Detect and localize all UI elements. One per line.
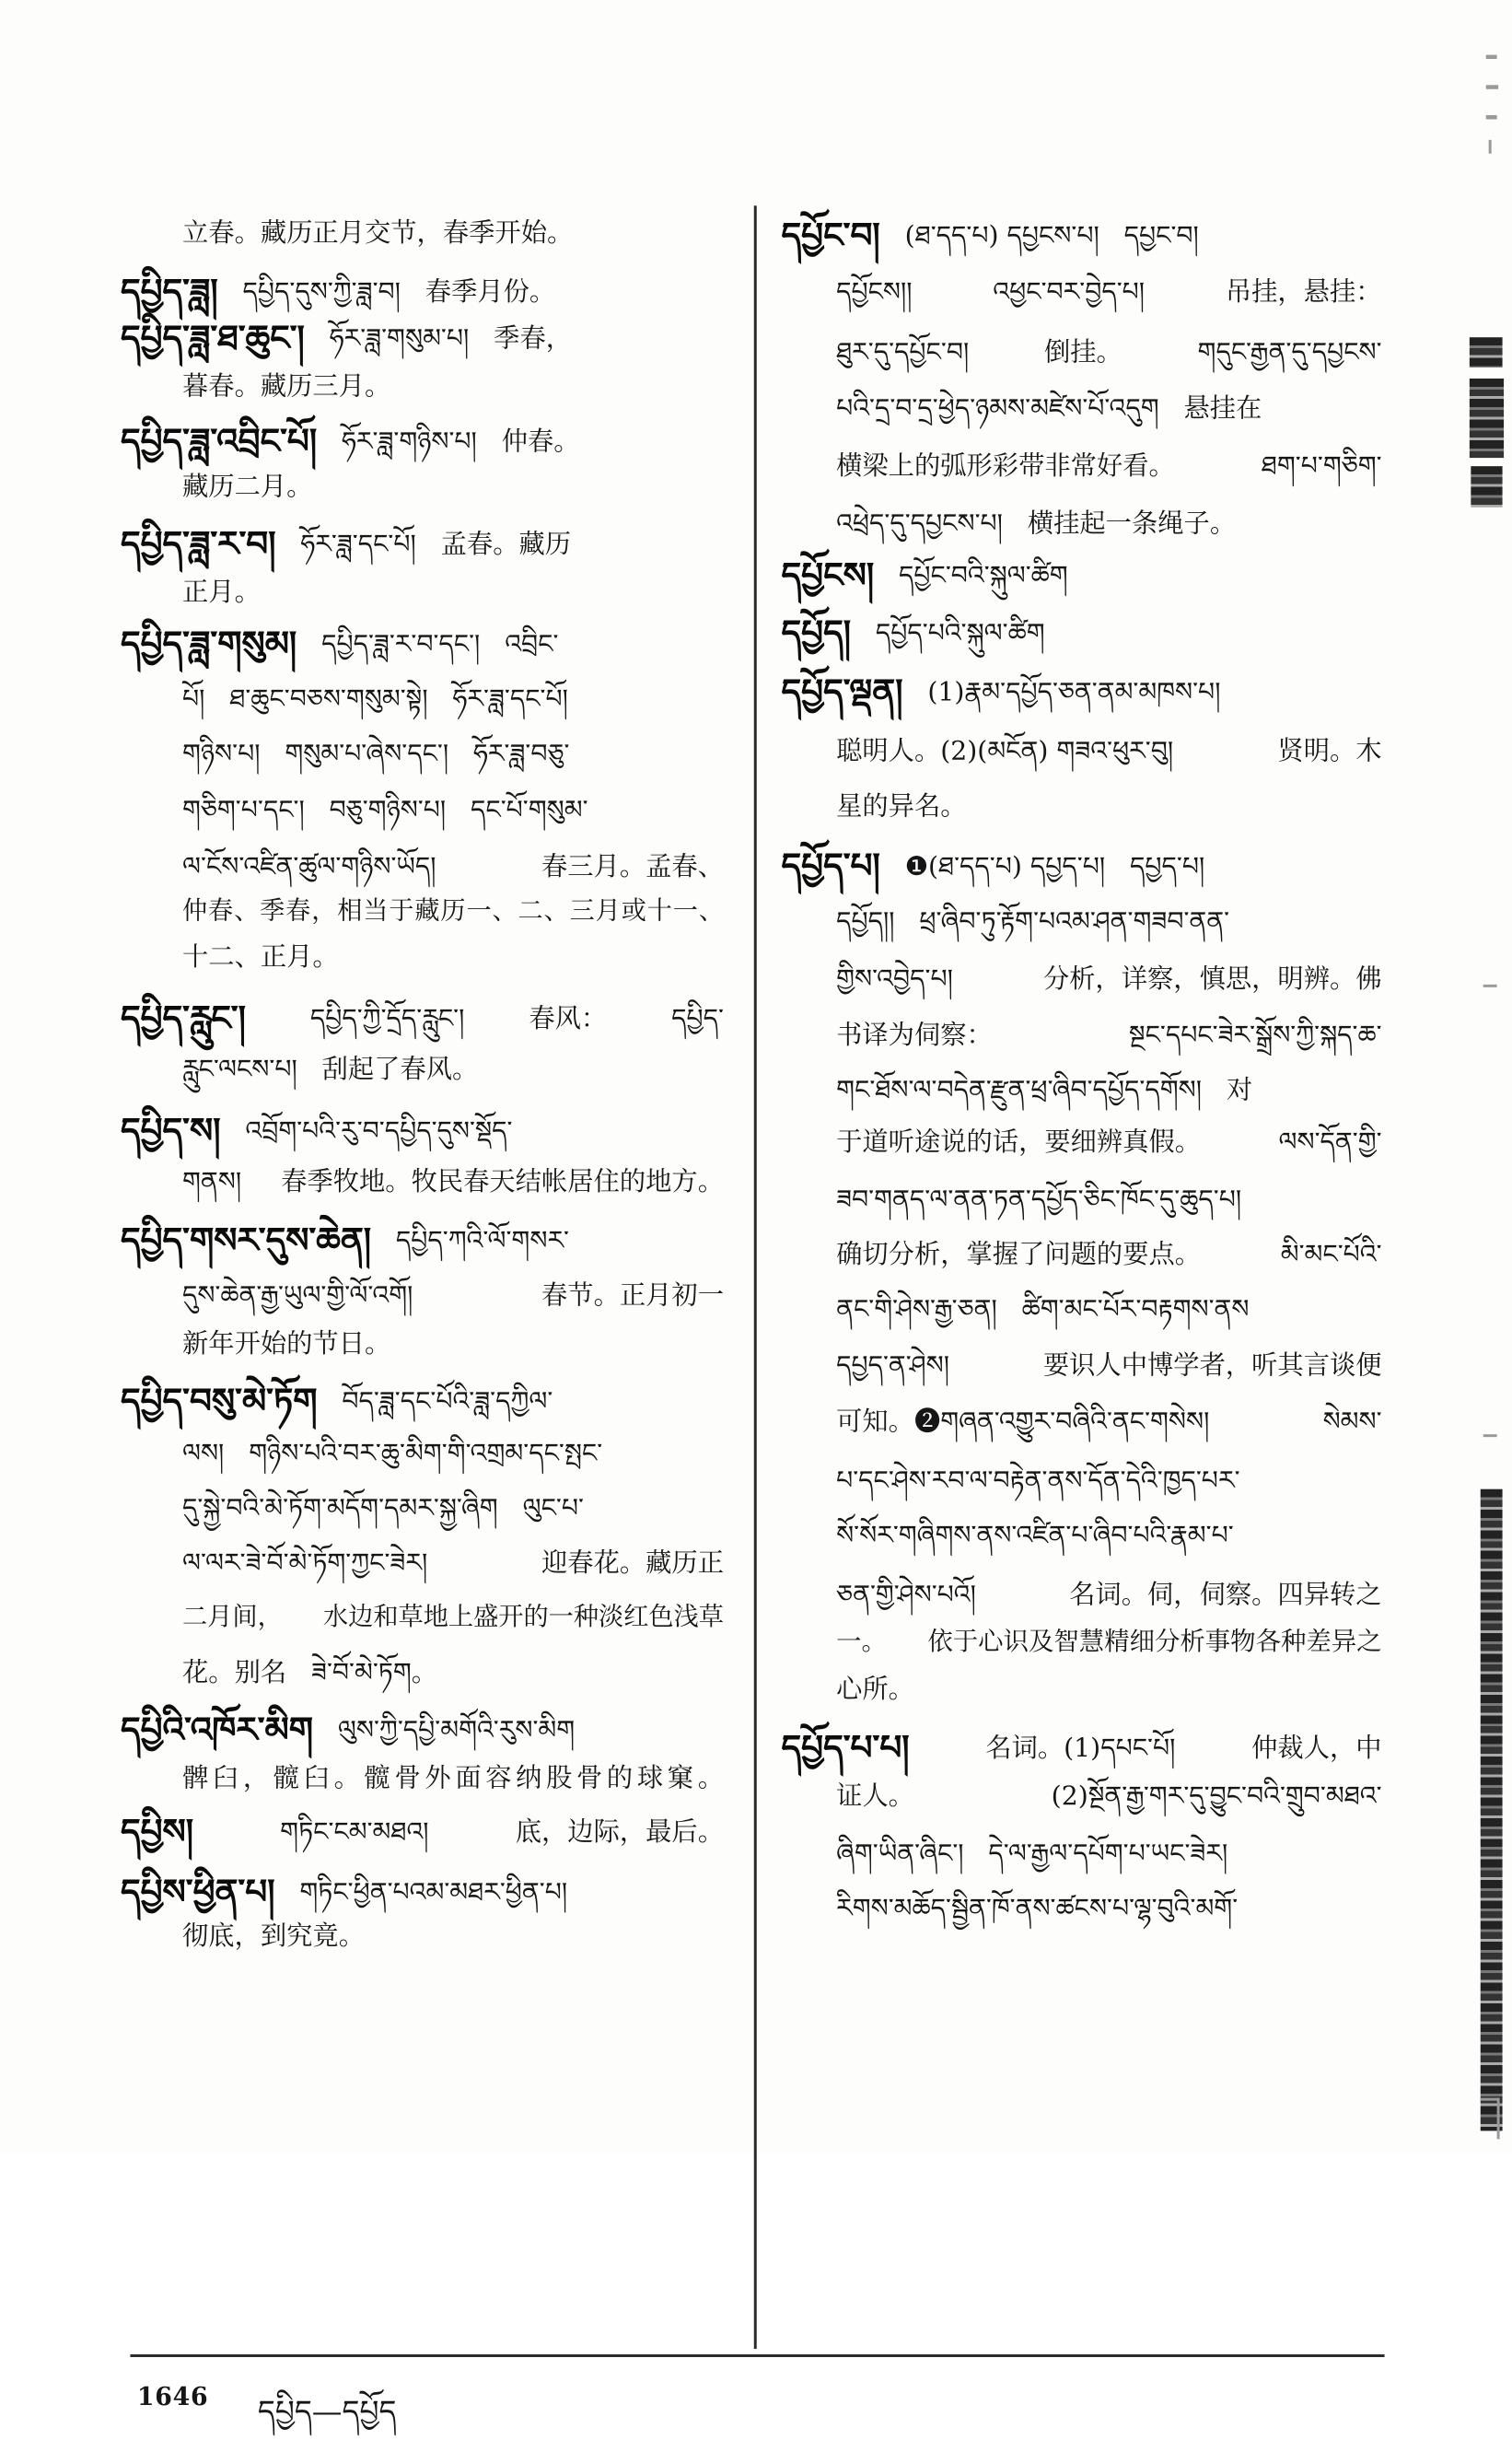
entry-text: གནས།: [181, 1166, 242, 1197]
entry-text: ལུང་པ་: [522, 1493, 584, 1523]
entry-headword: དཔྱིད་གསར་དུས་ཆེན།: [121, 1220, 372, 1261]
entry-text: དཔྱོད།།: [836, 906, 895, 937]
entry-text: 立春。藏历正月交节，春季开始。: [181, 217, 574, 249]
entry-headword: དཔྱིད་བསུ་མེ་ཏོག: [121, 1381, 318, 1421]
entry-text: 春节。正月初一: [541, 1280, 725, 1312]
scan-edge-bar: [1471, 466, 1502, 508]
text-line: [836, 444, 1381, 488]
entry-text: 仲裁人，中: [1251, 1733, 1382, 1764]
entry-text: བཅུ་གཉིས་པ།: [329, 795, 447, 826]
entry-text: 十二、正月。: [181, 941, 339, 973]
entry-headword: དཔྱིད་ཟླ་གསུམ།: [121, 624, 297, 664]
entry-text: བོད་ཟླ་དང་པོའི་ཟླ་དཀྱིལ་: [342, 1386, 553, 1417]
entry-text: པ་དང་ཤེས་རབ་ལ་བརྟེན་ནས་དོན་དེའི་ཁྱད་པར་: [836, 1465, 1240, 1497]
entry-text: 春风：: [529, 1003, 608, 1034]
entry-text: དཔྱིད་ཟླ་ར་བ་དང་།: [321, 629, 481, 660]
entry-text: ལས་དོན་གྱི་: [1278, 1126, 1382, 1158]
scan-edge-bar: [1470, 379, 1504, 458]
entry-text: ཟབ་གནད་ལ་ནན་ཏན་དཔྱོད་ཅིང་ཁོང་དུ་ཆུད་པ།: [836, 1185, 1242, 1215]
entry-text: གཉིས་པའི་བར་ཆུ་མིག་གི་འགྲམ་དང་སྤང་: [249, 1438, 603, 1469]
text-line: [836, 1068, 1381, 1113]
entry-headword: དཔྱིད་རླུང་།: [121, 998, 246, 1038]
entry-headword: དཔྱིད་ཟླ་ར་བ།: [121, 523, 276, 564]
entry-text: 星的异名。: [836, 790, 967, 822]
scan-edge-bar: [1481, 1489, 1503, 2131]
entry-text: 仲春。: [501, 426, 580, 457]
entry-text: 要识人中博学者，听其言谈便: [1042, 1350, 1382, 1382]
scan-edge-mark: [1486, 55, 1497, 59]
entry-headword: དཔྱིས།: [121, 1811, 194, 1851]
text-line: [836, 1667, 1381, 1711]
entry-text: ཧོར་ཟླ་དང་པོ།: [452, 683, 568, 715]
entry-text: 于道听途说的话，要细辨真假。: [836, 1126, 1202, 1158]
entry-text: 春季牧地。牧民春天结帐居住的地方。: [281, 1166, 725, 1197]
entry-text: 迎春花。藏历正: [541, 1547, 725, 1579]
entry-line: [782, 1726, 1382, 1770]
entry-headword: དཔྱོང་བ།: [781, 215, 880, 255]
entry-line: [782, 554, 1382, 598]
scan-edge-bar: [1470, 337, 1503, 368]
entry-text: དཔྱིད་ཀའི་ལོ་གསར་: [395, 1225, 570, 1256]
entry-text: ཐུར་དུ་དཔྱོང་བ།: [836, 337, 970, 368]
entry-text: 悬挂在: [1183, 393, 1262, 424]
entry-text: ནང་གི་ཤེས་རྒྱ་ཅན།: [836, 1294, 997, 1325]
entry-text: དཔྱོང་བའི་སྐུལ་ཚིག: [898, 560, 1068, 591]
text-line: [836, 270, 1381, 314]
scan-edge-mark: [1486, 85, 1498, 88]
text-line: [836, 1288, 1381, 1332]
text-line: [836, 502, 1381, 546]
page-number: 1646: [136, 2383, 209, 2412]
entry-text: 名词。伺，伺察。四异转之: [1069, 1579, 1382, 1610]
entry-text: འཕྱང་བར་བྱེད་པ།: [993, 276, 1146, 308]
entry-text: 季春，: [494, 323, 573, 355]
entry-text: 刮起了春风。: [321, 1054, 479, 1085]
text-line: [836, 1178, 1381, 1222]
entry-text: དཔྱོད་པའི་སྐུལ་ཚིག: [875, 618, 1045, 649]
entry-text: དུ་སྐྱེ་བའི་མེ་ཏོག་མདོག་དམར་སྐྱ་ཞིག: [181, 1493, 498, 1523]
entry-text: ལ་ངོས་འཛིན་ཚུལ་གཉིས་ཡོད།: [181, 851, 436, 882]
entry-text: (2)སྔོན་རྒྱ་གར་དུ་བྱུང་བའི་གྲུབ་མཐའ་: [1051, 1780, 1382, 1812]
entry-text: དཔྱིད་ཀྱི་དྲོད་རླུང་།: [309, 1003, 465, 1034]
entry-text: 水边和草地上盛开的一种淡红色浅草: [322, 1603, 725, 1632]
text-line: [836, 730, 1381, 774]
text-line: [836, 900, 1381, 944]
text-line: [836, 1344, 1381, 1388]
entry-text: གང་ཐོས་ལ་བདེན་རྫུན་ཕྲ་ཞིབ་དཔྱོད་དགོས།: [836, 1075, 1203, 1105]
entry-text: 新年开始的节日。: [181, 1328, 391, 1360]
entry-text: 贤明。木: [1277, 736, 1382, 767]
scan-edge-mark: [1486, 115, 1497, 119]
entry-line: [782, 671, 1382, 715]
scan-edge-mark: [1483, 985, 1497, 987]
entry-text: 底，边际，最后。: [515, 1816, 725, 1848]
entry-headword: དཔྱོད་པ་པ།: [781, 1727, 910, 1768]
entry-text: འཕྲེད་དུ་དཔྱངས་པ།: [836, 508, 1003, 540]
entry-text: ཧོར་ཟླ་གསུམ་པ།: [329, 323, 470, 355]
entry-text: གཏིང་ཕྱིན་པའམ་མཐར་ཕྱིན་པ།: [299, 1876, 568, 1908]
entry-text: དེ་ལ་རྒྱལ་དཔོག་པ་ཡང་ཟེར།: [988, 1838, 1228, 1870]
entry-text: གྱིས་འབྱེད་པ།: [836, 963, 953, 995]
entry-text: དཔྱིད་དུས་ཀྱི་ཟླ་བ།: [242, 276, 401, 308]
text-line: [836, 1232, 1381, 1277]
entry-headword: དཔྱིད་ཟླ་འབྲིང་པོ།: [121, 421, 318, 461]
entry-text: 花。别名: [181, 1657, 287, 1688]
entry-text: 聪明人。(2)(མངོན) གཟའ་ཕུར་བུ།: [836, 736, 1174, 767]
entry-text: 二月间，: [181, 1603, 283, 1632]
entry-text: གསུམ་པ་ཞེས་དང་།: [285, 739, 449, 770]
scan-edge-mark: [1497, 2098, 1500, 2140]
entry-text: གཏིང་ངམ་མཐའ།: [280, 1816, 429, 1848]
entry-text: 春季月份。: [425, 276, 556, 308]
entry-text: 藏历二月。: [181, 472, 313, 502]
text-line: [836, 1513, 1381, 1558]
entry-text: 倒挂。: [1043, 337, 1122, 368]
scan-edge-mark: [1489, 140, 1492, 154]
text-line: [836, 1886, 1381, 1931]
entry-text: 书译为伺察：: [836, 1020, 993, 1051]
entry-line: [782, 612, 1382, 656]
entry-text: རླུང་ལངས་པ།: [181, 1054, 297, 1085]
entry-text: ཟེ་བོ་མེ་ཏོག。: [311, 1657, 438, 1688]
entry-text: (1)རྣམ་དཔྱོད་ཅན་ནམ་མཁས་པ།: [927, 677, 1221, 708]
text-line: [836, 387, 1381, 431]
text-line: [836, 1832, 1381, 1876]
entry-text: 横挂起一条绳子。: [1027, 508, 1237, 540]
text-line: [836, 331, 1381, 375]
entry-text: ཞིག་ཡིན་ཞིང་།: [836, 1838, 964, 1870]
entry-text: སོ་སོར་གཞིགས་ནས་འཛིན་པ་ཞིབ་པའི་རྣམ་པ་: [836, 1520, 1234, 1551]
entry-text: 可知。❷གཞན་འགྱུར་བཞིའི་ནང་གསེས།: [836, 1407, 1210, 1438]
entry-text: དུས་ཆེན་རྒྱ་ཡུལ་གྱི་ལོ་འགོ།: [181, 1280, 413, 1312]
text-line: [836, 1774, 1381, 1818]
entry-text: ལས།: [181, 1438, 225, 1469]
entry-text: 心所。: [836, 1674, 914, 1705]
entry-text: ཧོར་ཟླ་དང་པོ།: [300, 529, 416, 560]
entry-headword: དཔྱིའི་འཁོར་མིག: [121, 1710, 314, 1750]
entry-text: 彻底，到究竟。: [181, 1920, 366, 1952]
entry-line: [782, 214, 1382, 258]
footer-rule: [130, 2354, 1384, 2356]
entry-text: སེམས་: [1322, 1407, 1382, 1438]
entry-headword: དཔྱོངས།: [781, 554, 875, 596]
entry-text: འབྲོག་པའི་རུ་བ་དཔྱིད་དུས་སྡོད་: [245, 1115, 513, 1147]
entry-line: [782, 845, 1382, 889]
entry-text: 正月。: [181, 577, 261, 608]
running-head: དཔྱིད—དཔྱོད: [257, 2395, 397, 2430]
entry-text: དཔྱད་པ།: [1130, 851, 1205, 882]
text-line: [836, 1013, 1381, 1057]
entry-text: 暮春。藏历三月。: [181, 371, 391, 403]
entry-text: འབྲིང་: [505, 629, 559, 660]
text-line: [836, 1120, 1381, 1164]
entry-text: ཐག་པ་གཅིག་: [1261, 450, 1382, 482]
entry-text: པོ།: [181, 683, 205, 715]
entry-text: ཐ་ཆུང་བཅས་གསུམ་སྟེ།: [229, 683, 428, 715]
entry-headword: དཔྱིས་ཕྱིན་པ།: [121, 1872, 275, 1912]
entry-text: དང་པོ་གསུམ་: [471, 795, 588, 826]
entry-text: ཕྲ་ཞིབ་ཏུ་རྟོག་པའམ་ཤན་གཟབ་ནན་: [919, 906, 1230, 937]
entry-text: རིགས་མཆོད་སྦྱིན་ཁོ་ནས་ཚངས་པ་ལྷ་བུའི་མགོ་: [836, 1893, 1239, 1924]
entry-headword: དཔྱིད་ཟླ་ཐ་ཆུང་།: [121, 318, 305, 358]
entry-text: 横梁上的弧形彩带非常好看。: [836, 450, 1175, 482]
entry-text: དཔྱིད་: [671, 1003, 724, 1034]
entry-text: 依于心识及智慧精细分析事物各种差异之: [927, 1628, 1382, 1657]
scan-edge-mark: [1483, 1434, 1497, 1437]
entry-text: གཉིས་པ།: [181, 739, 261, 770]
text-line: [836, 785, 1381, 829]
entry-text: 一。: [836, 1628, 887, 1657]
entry-text: 春三月。孟春、: [541, 851, 725, 882]
entry-headword: དཔྱོད།: [781, 613, 851, 653]
text-line: [836, 957, 1381, 1001]
entry-headword: དཔྱིད་ཟླ།: [121, 271, 218, 311]
entry-text: སྔང་དཔང་ཟེར་སྒྲོས་ཀྱི་སྐད་ཆ་: [1128, 1020, 1382, 1051]
entry-text: གདུང་རྒྱན་དུ་དཔྱངས་: [1197, 337, 1382, 368]
entry-text: ཧོར་ཟླ་གཉིས་པ།: [342, 426, 477, 457]
entry-text: 髀臼，髋臼。髋骨外面容纳股骨的球窠。: [181, 1763, 725, 1794]
entry-text: ❶(ཐ་དད་པ) དཔྱད་པ།: [904, 851, 1106, 882]
entry-text: 确切分析，掌握了问题的要点。: [836, 1239, 1202, 1270]
entry-text: 分析，详察，慎思，明辨。佛: [1042, 963, 1382, 995]
entry-text: ཧོར་ཟླ་བཅུ་: [473, 739, 570, 770]
entry-text: ཅན་གྱི་ཤེས་པའོ།: [836, 1579, 976, 1610]
entry-text: གཅིག་པ་དང་།: [181, 795, 305, 826]
entry-text: 证人。: [836, 1780, 914, 1812]
text-line: [836, 1573, 1381, 1617]
entry-text: 仲春、季春，相当于藏历一、二、三月或十一、: [181, 896, 725, 926]
entry-headword: དཔྱོད་ལྡན།: [781, 671, 903, 712]
entry-text: 名词。(1)དཔང་པོ།: [985, 1733, 1176, 1764]
entry-text: 对: [1226, 1075, 1253, 1105]
entry-text: དཔྱད་ན་ཤེས།: [836, 1350, 949, 1382]
entry-text: ལུས་ཀྱི་དཔྱི་མགོའི་རུས་མིག: [337, 1715, 576, 1746]
entry-headword: དཔྱོད་པ།: [781, 846, 880, 886]
entry-text: པའི་དྲ་བ་དྲ་ཕྱེད་ཉམས་མཛེས་པོ་འདུག: [836, 393, 1159, 424]
entry-text: ཚིག་མང་པོར་བརྟགས་ནས: [1021, 1294, 1250, 1325]
text-line: [836, 1459, 1381, 1503]
entry-text: དཔྱང་བ།: [1123, 220, 1199, 251]
entry-text: 吊挂，悬挂：: [1225, 276, 1382, 308]
entry-headword: དཔྱིད་ས།: [121, 1110, 221, 1150]
text-line: [836, 1621, 1381, 1665]
entry-text: 孟春。藏历: [440, 529, 572, 560]
entry-text: (ཐ་དད་པ) དཔྱངས་པ།: [904, 220, 1099, 251]
entry-text: ལ་ལར་ཟེ་བོ་མེ་ཏོག་ཀྱང་ཟེར།: [181, 1547, 428, 1579]
entry-text: དཔྱོངས།།: [836, 276, 913, 308]
entry-text: མི་མང་པོའི་: [1280, 1239, 1382, 1270]
text-line: [836, 1400, 1381, 1444]
